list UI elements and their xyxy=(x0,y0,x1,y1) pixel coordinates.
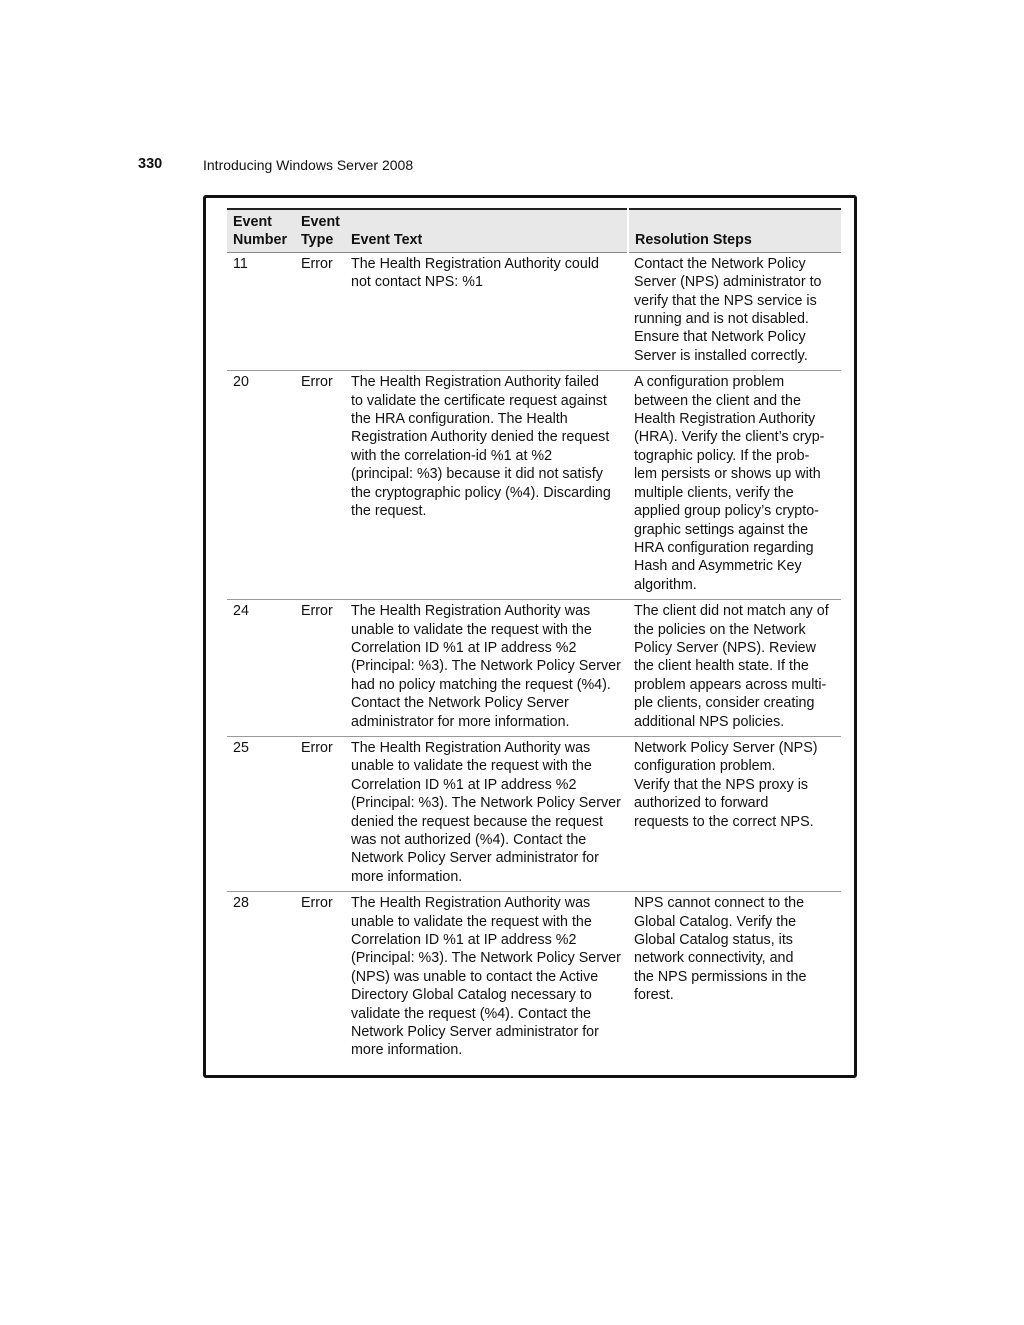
resolution-steps-cell: Network Policy Server (NPS) configuration problem. Verify that the NPS proxy is authorized to forward requests to the correct NPS. xyxy=(634,739,818,830)
resolution-steps-cell: The client did not match any of the policies on the Network Policy Server (NPS). Review the client health state. If the problem appears across multi- ple clients, consider creating additional NPS policies. xyxy=(634,603,829,730)
table-row xyxy=(227,892,841,1065)
event-text-cell: The Health Registration Authority failed to validate the certificate request against the HRA configuration. The Health Registration Authority denied the request with the correlation-id %1 at %2 (principal: %3) because it did not satisfy the cryptographic policy (%4). Discarding the request. xyxy=(351,374,611,520)
header-resolution-steps: Resolution Steps xyxy=(628,209,841,252)
table-row xyxy=(227,252,841,370)
table-row xyxy=(227,600,841,737)
event-type-cell: Error xyxy=(301,255,333,272)
event-number-cell: 28 xyxy=(233,895,249,912)
event-number-cell: 20 xyxy=(233,374,249,391)
event-number-cell: 11 xyxy=(233,255,248,272)
event-type-cell: Error xyxy=(301,895,333,912)
header-event-type: Event Type xyxy=(295,209,345,252)
table-header-row xyxy=(227,209,841,252)
event-number-cell: 25 xyxy=(233,739,249,756)
event-text-cell: The Health Registration Authority was unable to validate the request with the Correlation ID %1 at IP address %2 (Principal: %3). The Network Policy Server denied the request because the request was not authorized (%4). Contact the Network Policy Server administrator for more information. xyxy=(351,739,621,885)
event-text-cell: The Health Registration Authority was unable to validate the request with the Correlation ID %1 at IP address %2 (Principal: %3). The Network Policy Server (NPS) was unable to contact the Active Directory Global Catalog necessary to validate the request (%4). Contact the Network Policy Server administrator for more information. xyxy=(351,895,621,1059)
table-row xyxy=(227,371,841,600)
event-table xyxy=(227,208,841,1065)
event-type-cell: Error xyxy=(301,374,333,391)
page-number: 330 xyxy=(138,156,163,172)
resolution-steps-cell: Contact the Network Policy Server (NPS) administrator to verify that the NPS service is running and is not disabled. Ensure that Network Policy Server is installed correctly. xyxy=(634,255,822,364)
running-head: Introducing Windows Server 2008 xyxy=(203,157,414,173)
header-event-number: Event Number xyxy=(227,209,295,252)
table-row xyxy=(227,736,841,891)
resolution-steps-cell: A configuration problem between the client and the Health Registration Authority (HRA). Verify the client’s cryp- tographic policy. If the prob- lem persists or shows up with multiple clients, verify the applied group policy’s crypto- graphic settings against the HRA configuration regarding Hash and Asymmetric Key algorithm. xyxy=(634,374,825,593)
event-number-cell: 24 xyxy=(233,603,249,620)
event-text-cell: The Health Registration Authority was unable to validate the request with the Correlation ID %1 at IP address %2 (Principal: %3). The Network Policy Server had no policy matching the request (%4). Contact the Network Policy Server administrator for more information. xyxy=(351,603,621,730)
header-event-text: Event Text xyxy=(345,209,628,252)
resolution-steps-cell: NPS cannot connect to the Global Catalog. Verify the Global Catalog status, its network connectivity, and the NPS permissions in the forest. xyxy=(634,895,807,1004)
event-text-cell: The Health Registration Authority could not contact NPS: %1 xyxy=(351,255,599,291)
event-type-cell: Error xyxy=(301,739,333,756)
event-type-cell: Error xyxy=(301,603,333,620)
table-frame xyxy=(203,195,857,1078)
